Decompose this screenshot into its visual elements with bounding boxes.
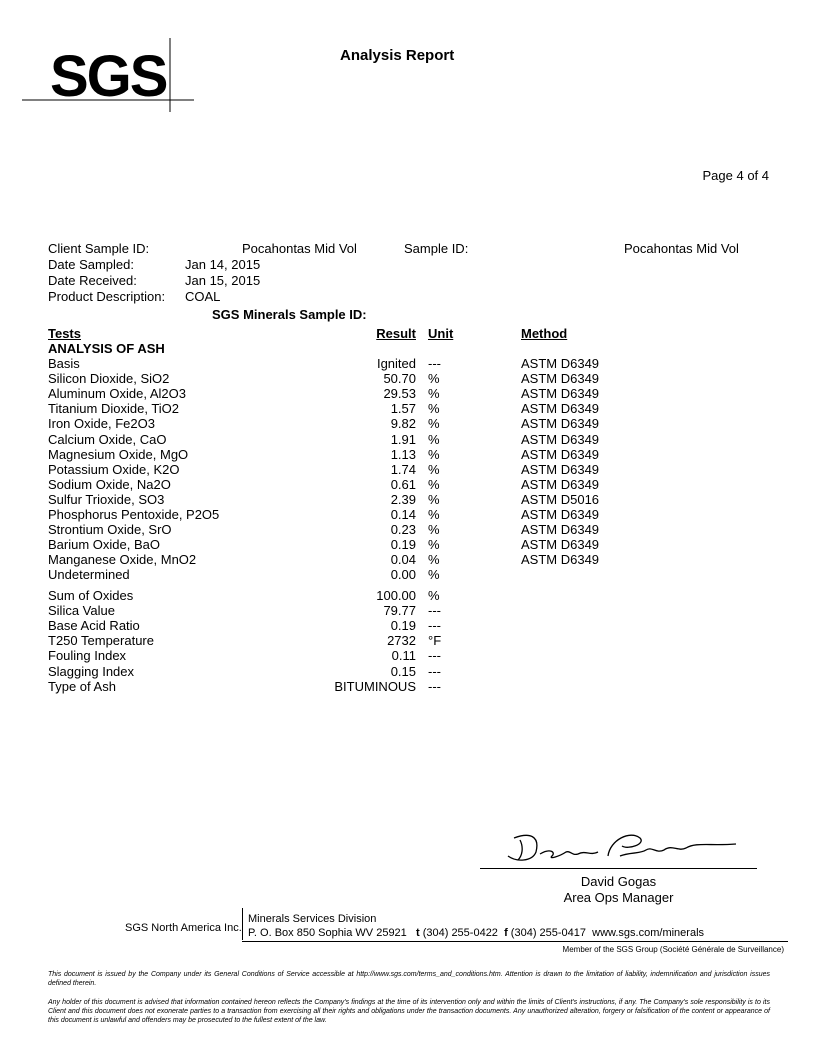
footer-division: Minerals Services Division (248, 913, 377, 925)
table-row (0, 447, 816, 462)
test-name: Slagging Index (48, 663, 135, 679)
test-name: Sum of Oxides (48, 588, 134, 603)
method-value: ASTM D6349 (521, 386, 600, 402)
test-name: Manganese Oxide, MnO2 (48, 552, 197, 568)
table-row (0, 432, 816, 447)
result-value: 0.15 (390, 663, 416, 679)
unit-value: % (428, 461, 440, 477)
test-name: Basis (48, 356, 80, 371)
test-name: Base Acid Ratio (48, 618, 140, 634)
footer-phone-prefix: t (415, 927, 420, 939)
result-value: 0.11 (391, 648, 416, 664)
table-row (0, 477, 816, 492)
sample-id-label: Sample ID: (404, 241, 469, 256)
table-row (0, 356, 816, 371)
method-value: ASTM D5016 (521, 491, 600, 507)
table-row (0, 679, 816, 694)
method-value: ASTM D6349 (521, 431, 600, 447)
table-row (0, 664, 816, 679)
method-value: ASTM D6349 (521, 552, 600, 568)
date-sampled-label: Date Sampled: (48, 257, 134, 272)
table-row (0, 648, 816, 663)
unit-value: % (428, 476, 440, 492)
footer-website[interactable]: www.sgs.com/minerals (592, 927, 705, 939)
result-value: 0.14 (390, 507, 416, 522)
footer-address-line (248, 926, 704, 940)
result-value: 0.04 (390, 552, 416, 568)
method-value: ASTM D6349 (521, 371, 600, 387)
result-value: 1.57 (390, 401, 416, 417)
header-result: Result (376, 326, 416, 341)
table-row (0, 371, 816, 386)
sample-id-value: Pocahontas Mid Vol (624, 241, 739, 256)
result-value: 2732 (387, 633, 416, 649)
table-row (0, 567, 816, 582)
section-title-text: ANALYSIS OF ASH (48, 341, 165, 356)
result-value: 2.39 (390, 491, 416, 507)
method-value: ASTM D6349 (521, 522, 600, 538)
footer-rule (242, 941, 788, 942)
test-name: Sodium Oxide, Na2O (48, 476, 171, 492)
test-name: Potassium Oxide, K2O (48, 461, 180, 477)
client-sample-id-value: Pocahontas Mid Vol (242, 241, 357, 256)
unit-value: % (428, 386, 440, 402)
unit-value: % (428, 371, 440, 387)
table-row (0, 386, 816, 401)
result-value: 0.19 (390, 537, 416, 553)
result-value: 100.00 (376, 588, 416, 603)
method-value: ASTM D6349 (521, 507, 600, 522)
unit-value: % (428, 431, 440, 447)
method-value: ASTM D6349 (521, 476, 600, 492)
unit-value: % (428, 446, 440, 462)
result-value: 1.74 (390, 461, 416, 477)
method-value: ASTM D6349 (521, 356, 600, 371)
signer-role: Area Ops Manager (563, 890, 674, 905)
footer-fax: (304) 255-0417 (510, 927, 587, 939)
footer-company: SGS North America Inc. (125, 922, 242, 934)
test-name: Type of Ash (48, 678, 116, 694)
footer-phone: (304) 255-0422 (422, 927, 498, 939)
test-name: Titanium Dioxide, TiO2 (48, 401, 180, 417)
test-name: Barium Oxide, BaO (48, 537, 160, 553)
test-name: T250 Temperature (48, 633, 154, 649)
unit-value: --- (428, 663, 441, 679)
unit-value: --- (428, 356, 441, 371)
table-row (0, 618, 816, 633)
footer-fax-prefix: f (504, 927, 508, 939)
date-sampled-value: Jan 14, 2015 (185, 257, 261, 272)
footer-divider (242, 908, 243, 940)
test-name: Aluminum Oxide, Al2O3 (48, 386, 187, 402)
method-value: ASTM D6349 (521, 461, 600, 477)
product-description-label: Product Description: (48, 289, 166, 304)
date-received-value: Jan 15, 2015 (185, 273, 261, 288)
test-name: Sulfur Trioxide, SO3 (48, 491, 165, 507)
unit-value: % (428, 491, 440, 507)
unit-value: % (428, 588, 440, 603)
result-value: 1.13 (390, 446, 416, 462)
sgs-logo (22, 38, 194, 112)
signature-image (500, 826, 740, 868)
test-name: Magnesium Oxide, MgO (48, 446, 189, 462)
unit-value: % (428, 552, 440, 568)
test-name: Fouling Index (48, 648, 127, 664)
method-value: ASTM D6349 (521, 537, 600, 553)
signer-name: David Gogas (580, 874, 657, 889)
table-row (0, 507, 816, 522)
unit-value: % (428, 401, 440, 417)
unit-value: °F (428, 633, 442, 649)
result-value: 50.70 (383, 371, 416, 387)
unit-value: --- (428, 618, 441, 634)
product-description-value: COAL (185, 289, 221, 304)
table-row (0, 633, 816, 648)
result-value: 0.00 (390, 567, 416, 583)
result-value: 0.23 (390, 522, 416, 538)
unit-value: --- (428, 603, 441, 619)
date-received-label: Date Received: (48, 273, 137, 288)
unit-value: --- (428, 648, 441, 664)
unit-value: % (428, 567, 440, 583)
result-value: BITUMINOUS (334, 678, 416, 694)
test-name: Silicon Dioxide, SiO2 (48, 371, 170, 387)
result-value: 0.61 (390, 476, 416, 492)
method-value: ASTM D6349 (521, 401, 600, 417)
result-value: 79.77 (383, 603, 416, 619)
unit-value: % (428, 537, 440, 553)
legal-notice-1: This document is issued by the Company under its General Conditions of Service accessible at http://www.sgs.com/terms_and_conditions.htm. Attention is drawn to the limitation of liability, indemnification and jurisdiction issues defined therein. (48, 971, 770, 987)
header-tests: Tests (48, 326, 81, 341)
test-name: Strontium Oxide, SrO (48, 522, 172, 538)
table-header (0, 326, 816, 341)
legal-notice-2: Any holder of this document is advised that information contained hereon reflects the Company's findings at the time of its intervention only and within the limits of Client's instructions, if any. The Company's sole responsibility is to its Client and this document does not exonerate parties to a transaction from exercising all their rights and obligations under the transaction documents. Any unauthorized alteration, forgery or falsification of the content or appearance of this document is unlawful and offenders may be prosecuted to the fullest extent of the law. (48, 999, 770, 1024)
table-row (0, 492, 816, 507)
test-name: Silica Value (48, 603, 115, 619)
minerals-sample-id-label: SGS Minerals Sample ID: (212, 307, 367, 322)
unit-value: --- (428, 678, 441, 694)
table-row (0, 537, 816, 552)
test-name: Calcium Oxide, CaO (48, 431, 167, 447)
table-row (0, 416, 816, 431)
unit-value: % (428, 507, 440, 522)
signature-line (480, 868, 757, 869)
header-method: Method (521, 326, 568, 341)
unit-value: % (428, 522, 440, 538)
section-title (0, 341, 816, 356)
report-title: Analysis Report (340, 47, 455, 64)
client-sample-id-label: Client Sample ID: (48, 241, 150, 256)
table-row (0, 588, 816, 603)
result-value: Ignited (376, 356, 416, 371)
result-value: 0.19 (390, 618, 416, 634)
footer-address: P. O. Box 850 Sophia WV 25921 (248, 927, 407, 939)
svg-text:SGS: SGS (50, 44, 167, 109)
result-value: 1.91 (390, 431, 416, 447)
result-value: 9.82 (390, 416, 416, 432)
test-name: Undetermined (48, 567, 130, 583)
method-value: ASTM D6349 (521, 416, 600, 432)
unit-value: % (428, 416, 440, 432)
table-row (0, 603, 816, 618)
table-row (0, 462, 816, 477)
table-row (0, 522, 816, 537)
page-number: Page 4 of 4 (702, 168, 769, 183)
table-row (0, 552, 816, 567)
method-value: ASTM D6349 (521, 446, 600, 462)
test-name: Phosphorus Pentoxide, P2O5 (48, 507, 220, 522)
member-note: Member of the SGS Group (Société Générale de Surveillance) (562, 945, 784, 954)
header-unit: Unit (428, 326, 454, 341)
result-value: 29.53 (383, 386, 416, 402)
table-row (0, 401, 816, 416)
test-name: Iron Oxide, Fe2O3 (48, 416, 155, 432)
footer-contact (248, 912, 704, 940)
